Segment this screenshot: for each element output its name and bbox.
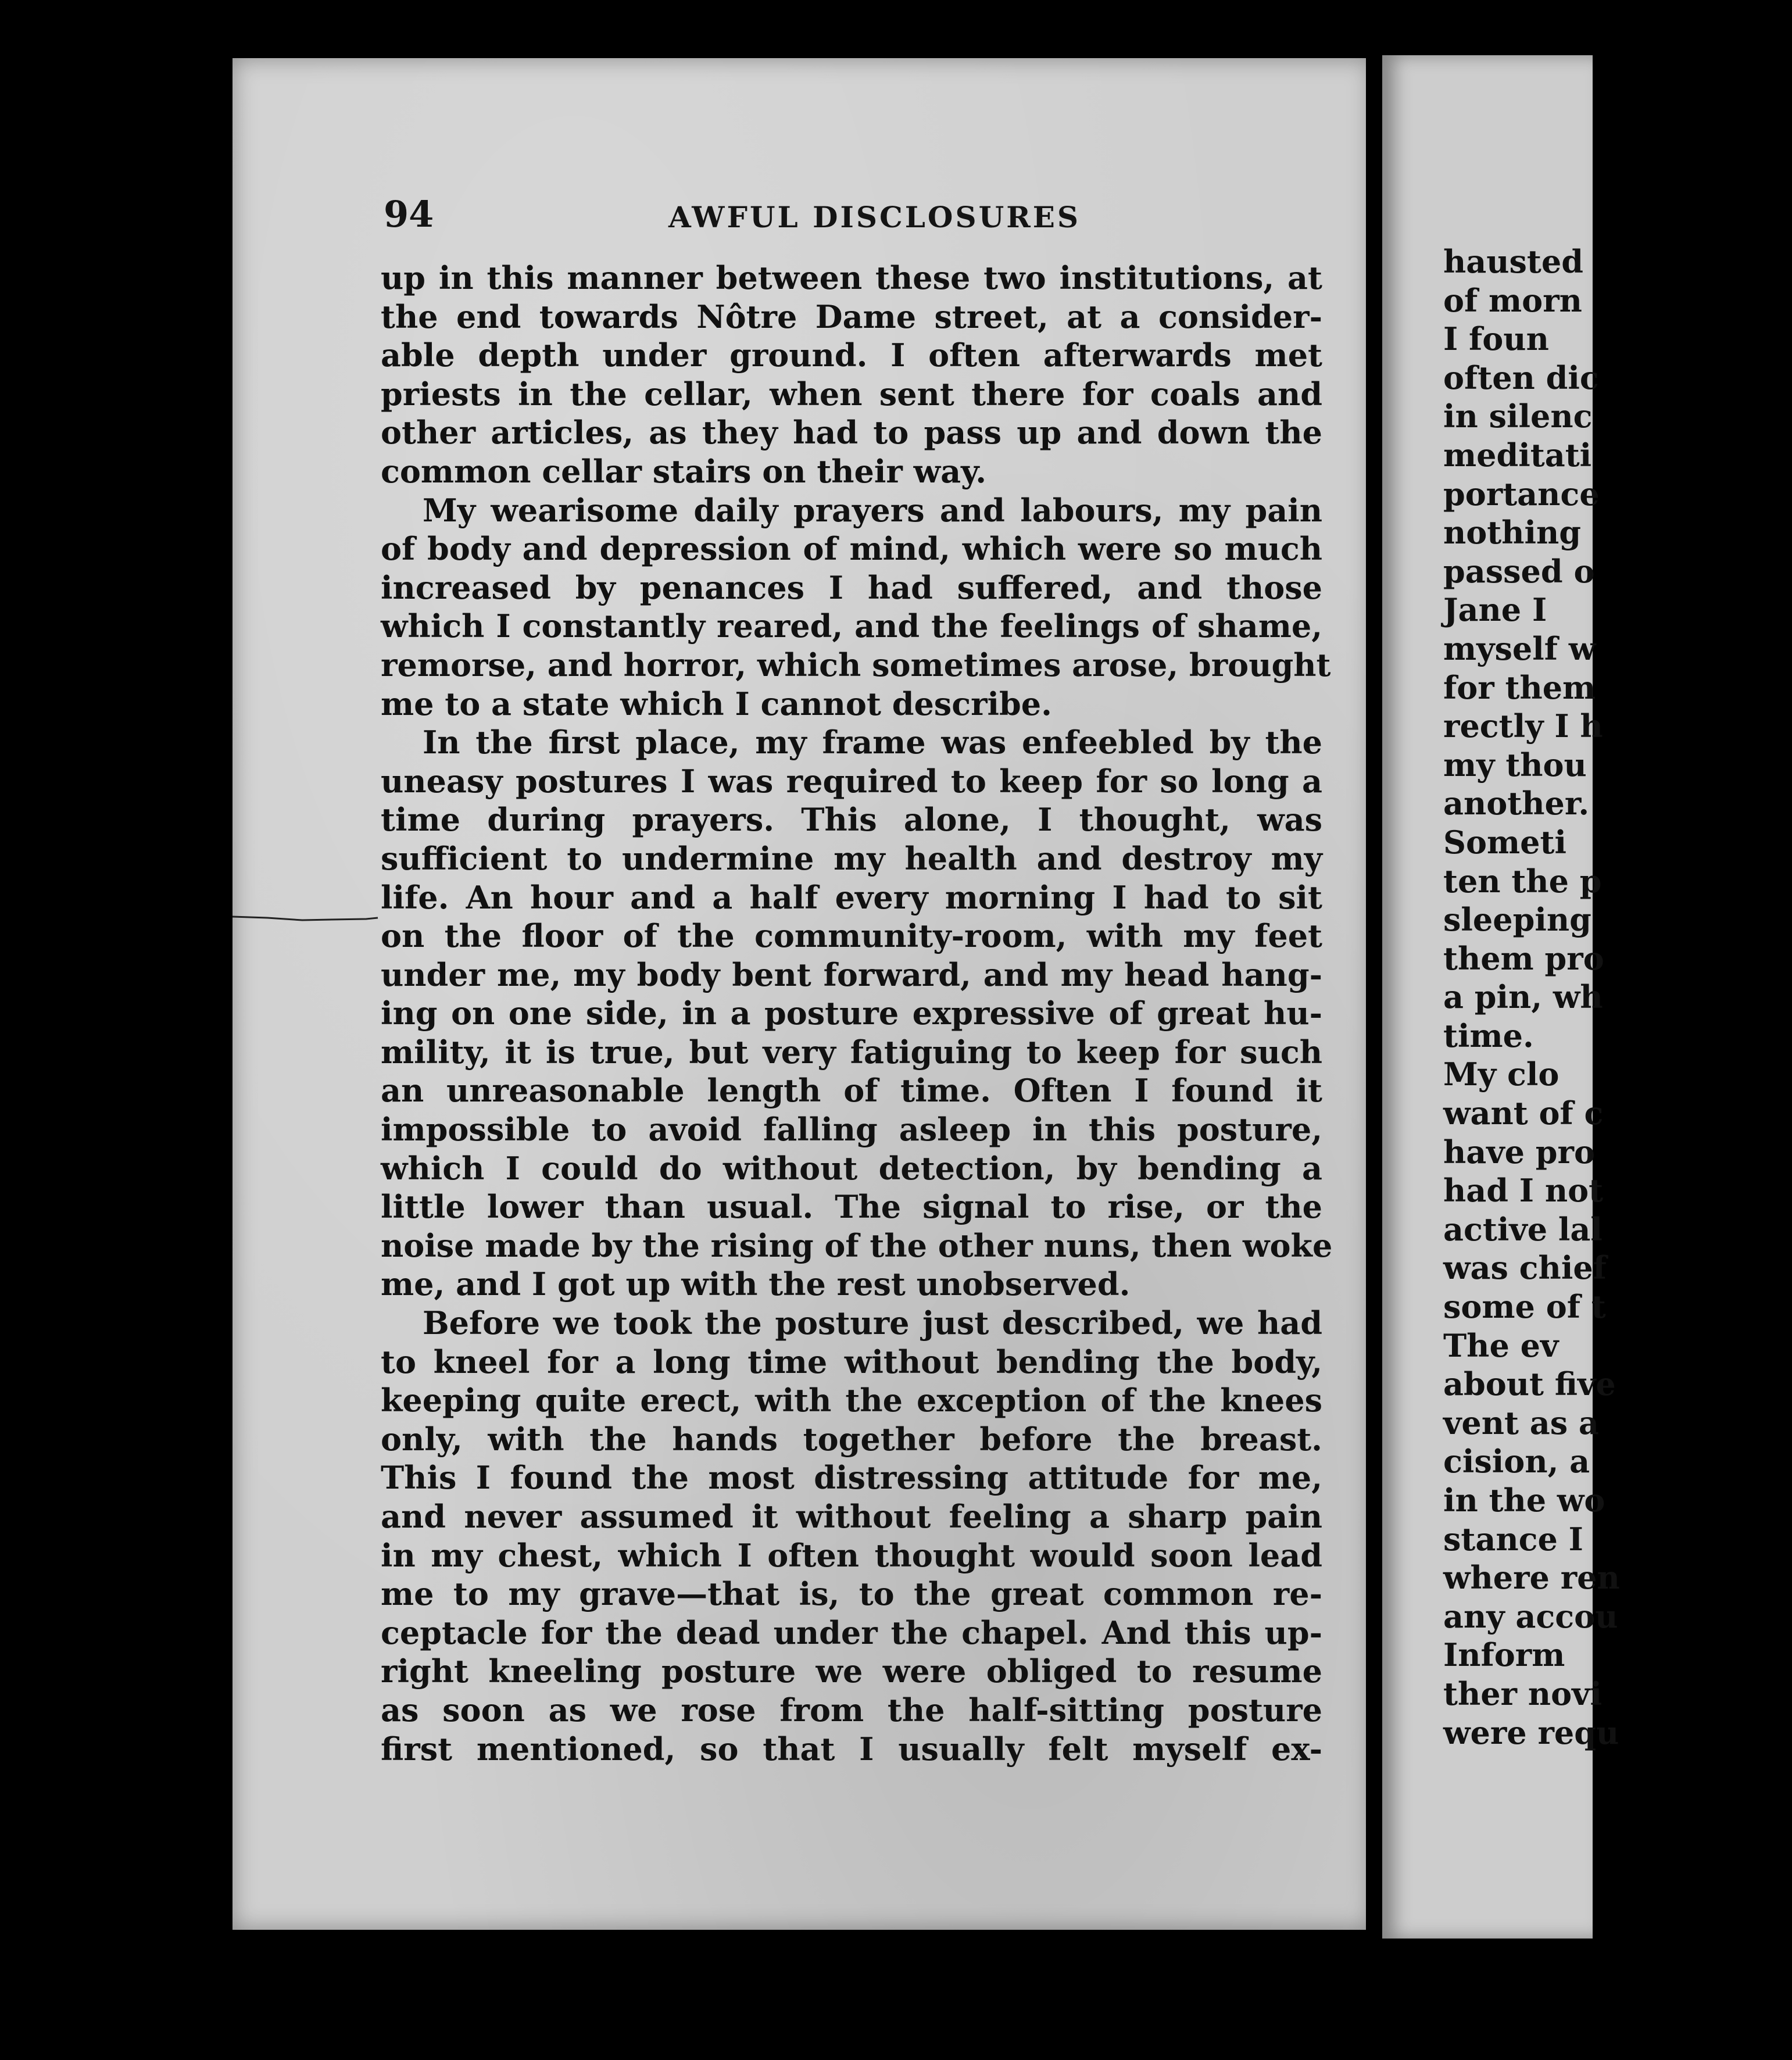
- text-line: cision, a: [1443, 1443, 1590, 1480]
- text-line: time during prayers. This alone, I thought, was: [381, 801, 1322, 839]
- text-line: common cellar stairs on their way.: [381, 452, 987, 490]
- page-number: 94: [384, 193, 434, 235]
- text-line: ther novi: [1443, 1675, 1602, 1712]
- text-line: remorse, and horror, which sometimes arose, brought: [381, 646, 1331, 684]
- text-line: and never assumed it without feeling a sharp pain: [381, 1498, 1322, 1535]
- text-line: me, and I got up with the rest unobserved.: [381, 1265, 1131, 1303]
- text-line: in my chest, which I often thought would soon lead: [381, 1536, 1322, 1574]
- text-line: right kneeling posture we were obliged to resume: [381, 1653, 1322, 1690]
- text-line: Inform: [1443, 1636, 1565, 1674]
- text-line: This I found the most distressing attitude for me,: [381, 1459, 1322, 1497]
- text-line: which I could do without detection, by bending a: [381, 1149, 1322, 1187]
- text-line: first mentioned, so that I usually felt myself ex-: [381, 1730, 1322, 1768]
- text-line: ten the p: [1443, 862, 1602, 900]
- text-line: for them: [1443, 668, 1596, 706]
- text-line: the end towards Nôtre Dame street, at a consider-: [381, 298, 1322, 335]
- text-line: active lal: [1443, 1210, 1603, 1248]
- text-line: them pro: [1443, 939, 1604, 977]
- text-line: any accou: [1443, 1597, 1618, 1635]
- text-line: vent as a: [1443, 1404, 1599, 1442]
- text-line: me to a state which I cannot describe.: [381, 685, 1052, 723]
- text-line: In the first place, my frame was enfeebled by the: [423, 724, 1322, 761]
- text-line: My clo: [1443, 1056, 1559, 1093]
- text-line: in silenc: [1443, 398, 1593, 435]
- text-line: passed o: [1443, 552, 1595, 590]
- text-line: about five: [1443, 1365, 1616, 1403]
- text-line: Someti: [1443, 823, 1566, 861]
- text-line: hausted: [1443, 243, 1583, 280]
- text-line: meditati: [1443, 436, 1592, 474]
- text-line: had I not: [1443, 1172, 1604, 1210]
- text-line: increased by penances I had suffered, and those: [381, 568, 1322, 606]
- text-line: my thou: [1443, 746, 1587, 784]
- text-line: only, with the hands together before the breast.: [381, 1420, 1322, 1458]
- text-line: The ev: [1443, 1326, 1559, 1364]
- text-line: was chief: [1443, 1249, 1607, 1287]
- text-line: an unreasonable length of time. Often I found it: [381, 1072, 1322, 1110]
- text-line: Jane I: [1443, 591, 1547, 629]
- text-line: Before we took the posture just described, we had: [423, 1304, 1322, 1342]
- text-line: impossible to avoid falling asleep in this posture,: [381, 1111, 1322, 1149]
- page-header: [384, 193, 1314, 239]
- book-gutter: [1366, 41, 1383, 1970]
- text-line: rectly I h: [1443, 707, 1603, 745]
- text-line: as soon as we rose from the half-sitting posture: [381, 1691, 1322, 1729]
- page-tear-mark: [233, 904, 378, 927]
- text-line: myself w: [1443, 630, 1596, 667]
- text-line: sleeping: [1443, 901, 1591, 939]
- text-line: I foun: [1443, 320, 1549, 358]
- text-line: up in this manner between these two institutions, at: [381, 259, 1322, 296]
- text-line: some of t: [1443, 1288, 1606, 1326]
- text-line: able depth under ground. I often afterwards met: [381, 337, 1322, 374]
- text-line: a pin, wh: [1443, 978, 1603, 1016]
- body-text: [381, 259, 1333, 1768]
- text-line: want of c: [1443, 1095, 1604, 1132]
- text-line: portance: [1443, 475, 1600, 513]
- text-line: nothing: [1443, 514, 1582, 552]
- text-line: of body and depression of mind, which were so much: [381, 530, 1322, 568]
- text-line: time.: [1443, 1017, 1534, 1054]
- text-line: another.: [1443, 785, 1590, 822]
- left-book-page: [233, 58, 1372, 1930]
- text-line: ceptacle for the dead under the chapel. And this up-: [381, 1614, 1322, 1651]
- text-line: where ren: [1443, 1559, 1620, 1597]
- text-line: life. An hour and a half every morning I had to sit: [381, 878, 1322, 916]
- right-page-text: [1443, 242, 1792, 1752]
- text-line: ing on one side, in a posture expressive of great hu-: [381, 995, 1322, 1032]
- running-head: AWFUL DISCLOSURES: [668, 200, 1081, 234]
- text-line: other articles, as they had to pass up and down the: [381, 414, 1322, 452]
- text-line: to kneel for a long time without bending the body,: [381, 1343, 1322, 1381]
- right-book-page: [1382, 55, 1620, 1939]
- text-line: me to my grave—that is, to the great common re-: [381, 1575, 1322, 1613]
- text-line: under me, my body bent forward, and my head hang-: [381, 956, 1322, 993]
- text-line: uneasy postures I was required to keep for so long a: [381, 762, 1322, 800]
- text-line: which I constantly reared, and the feelings of shame,: [381, 607, 1322, 645]
- text-line: sufficient to undermine my health and destroy my: [381, 839, 1322, 877]
- text-line: have pro: [1443, 1133, 1596, 1171]
- text-line: mility, it is true, but very fatiguing to keep for such: [381, 1033, 1322, 1071]
- text-line: on the floor of the community-room, with my feet: [381, 917, 1322, 955]
- text-line: often dic: [1443, 359, 1599, 396]
- text-line: of morn: [1443, 281, 1582, 319]
- text-line: little lower than usual. The signal to rise, or the: [381, 1188, 1322, 1226]
- text-line: priests in the cellar, when sent there for coals and: [381, 375, 1322, 413]
- text-line: noise made by the rising of the other nuns, then woke: [381, 1226, 1333, 1264]
- text-line: My wearisome daily prayers and labours, my pain: [423, 491, 1322, 529]
- text-line: were requ: [1443, 1714, 1619, 1751]
- text-line: stance I: [1443, 1520, 1583, 1558]
- text-line: keeping quite erect, with the exception of the knees: [381, 1382, 1322, 1419]
- text-line: in the wo: [1443, 1482, 1605, 1519]
